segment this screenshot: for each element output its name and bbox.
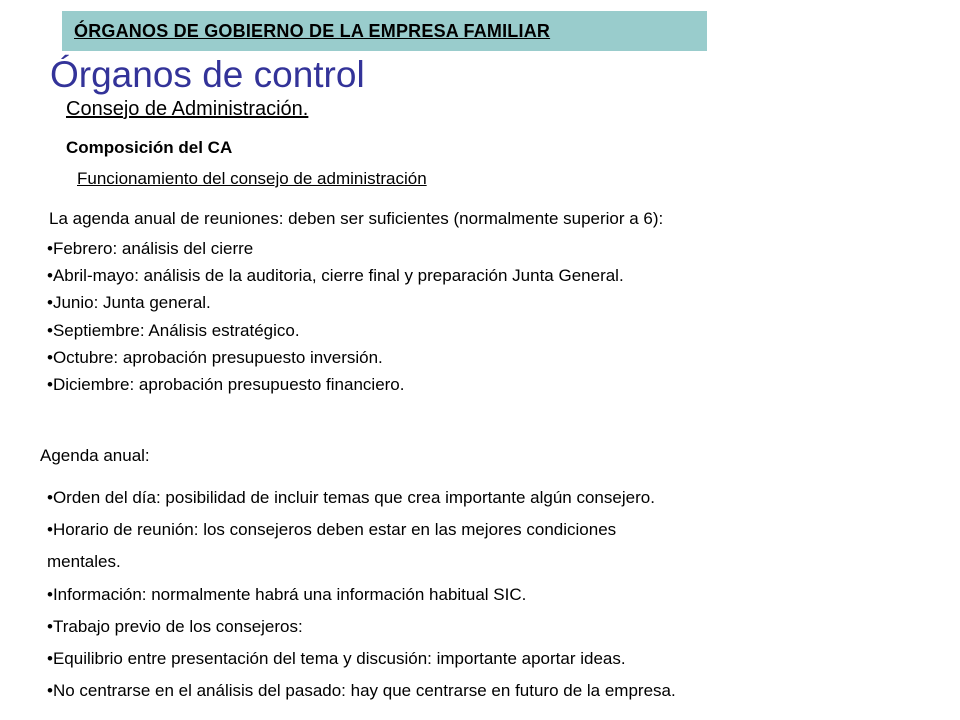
list-item: •Febrero: análisis del cierre	[47, 239, 254, 258]
list-item: •Junio: Junta general.	[47, 293, 211, 313]
subsection-heading: Funcionamiento del consejo de administración	[77, 169, 427, 188]
agenda-list	[47, 482, 676, 707]
slide-subtitle: Consejo de Administración.	[66, 98, 309, 120]
list-item: •Equilibrio entre presentación del tema y discusión: importante aportar ideas.	[47, 649, 626, 669]
intro-text: La agenda anual de reuniones: deben ser suficientes (normalmente superior a 6):	[49, 209, 664, 228]
banner-title: ÓRGANOS DE GOBIERNO DE LA EMPRESA FAMILIAR	[74, 21, 551, 41]
header-banner	[62, 11, 707, 51]
list-item: •Abril-mayo: análisis de la auditoria, cierre final y preparación Junta General.	[47, 266, 624, 286]
list-item-continuation: mentales.	[47, 552, 121, 572]
list-item: •Octubre: aprobación presupuesto inversión.	[47, 347, 383, 367]
slide-title: Órganos de control	[50, 54, 365, 95]
agenda-heading: Agenda anual:	[40, 446, 150, 465]
list-item: •Septiembre: Análisis estratégico.	[47, 320, 300, 340]
list-item: •No centrarse en el análisis del pasado: hay que centrarse en futuro de la empresa.	[47, 681, 676, 701]
section-heading: Composición del CA	[66, 138, 233, 157]
list-item: •Información: normalmente habrá una información habitual SIC.	[47, 584, 527, 604]
list-item: •Orden del día: posibilidad de incluir temas que crea importante algún consejero.	[47, 488, 655, 507]
list-item: •Diciembre: aprobación presupuesto financiero.	[47, 375, 405, 395]
list-item: •Trabajo previo de los consejeros:	[47, 616, 303, 636]
meetings-list	[47, 235, 624, 398]
list-item: •Horario de reunión: los consejeros deben estar en las mejores condiciones	[47, 520, 617, 540]
